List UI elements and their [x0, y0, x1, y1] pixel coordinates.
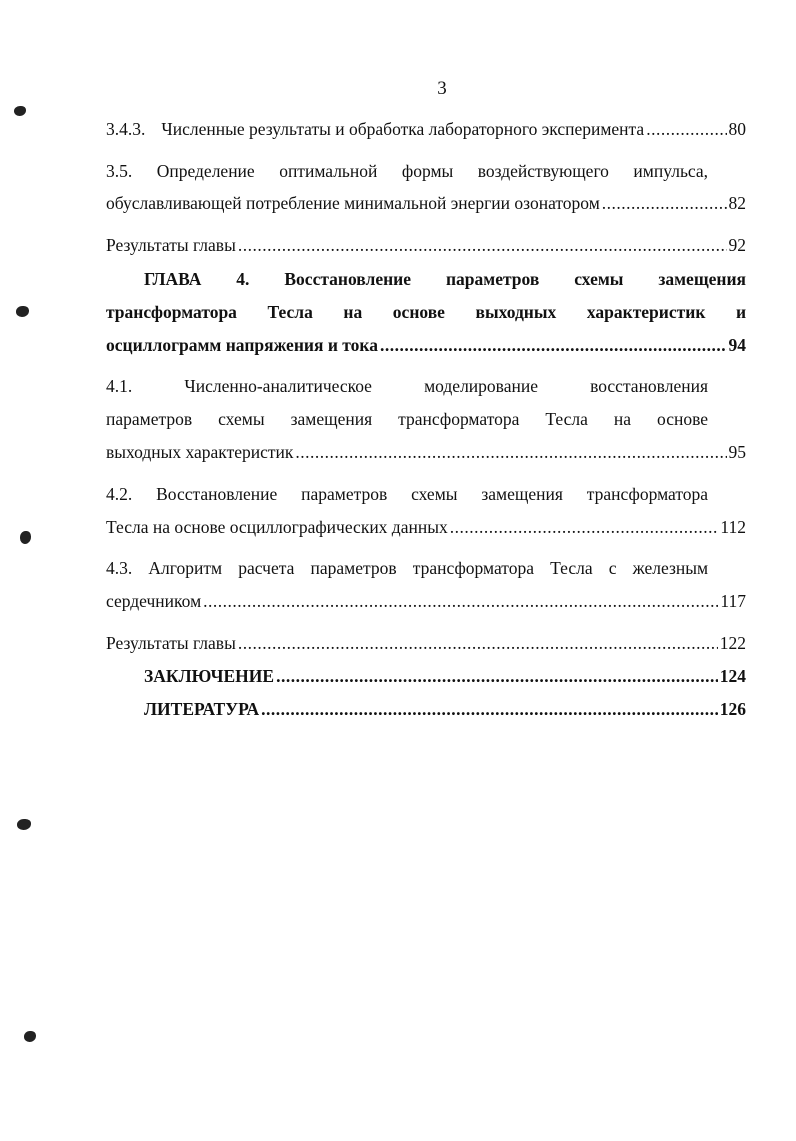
toc-entry-4-1-line3[interactable]: [106, 439, 746, 465]
dot-leader: [295, 439, 726, 465]
toc-entry-4-1-line1[interactable]: [106, 373, 708, 399]
entry-word: трансформатора: [398, 409, 520, 429]
entry-word: с: [608, 558, 617, 578]
dot-leader: [380, 332, 727, 358]
entry-word: на: [343, 302, 363, 322]
entry-word: импульса,: [633, 161, 709, 181]
toc-entry-conclusion[interactable]: [144, 663, 746, 689]
scan-speck: [14, 106, 26, 116]
entry-title: Результаты главы: [106, 235, 236, 255]
entry-number: 3.4.3.: [106, 119, 146, 139]
entry-page: 92: [728, 235, 746, 255]
entry-word: замещения: [290, 409, 373, 429]
chapter-label: ГЛАВА 4.: [144, 269, 250, 289]
toc-entry-4-3-line1[interactable]: [106, 555, 708, 581]
entry-title: Результаты главы: [106, 633, 236, 653]
entry-title: обуславливающей потребление минимальной энергии озонатором: [106, 193, 600, 213]
entry-word: восстановления: [590, 376, 708, 396]
entry-title: Тесла на основе осциллографических данных: [106, 517, 448, 537]
entry-title: Численные результаты и обработка лабораторного эксперимента: [161, 119, 645, 139]
entry-word: схемы: [411, 484, 458, 504]
entry-page: 95: [728, 442, 746, 462]
dot-leader: [602, 190, 727, 216]
entry-word: параметров: [445, 269, 540, 289]
entry-word: Восстановление: [156, 484, 278, 504]
toc-entry-chapter4-results[interactable]: [106, 630, 746, 656]
entry-word: трансформатора: [106, 302, 237, 322]
entry-number: 4.2.: [106, 484, 133, 504]
entry-word: основе: [657, 409, 709, 429]
entry-word: Тесла: [545, 409, 588, 429]
toc-chapter4-line1[interactable]: [144, 266, 746, 292]
entry-word: параметров: [301, 484, 388, 504]
toc-entry-chapter3-results[interactable]: [106, 232, 746, 258]
scan-speck: [20, 531, 31, 544]
entry-title: осциллограмм напряжения и тока: [106, 335, 378, 355]
scan-speck: [16, 306, 29, 317]
entry-word: Тесла: [550, 558, 593, 578]
scan-speck: [17, 819, 31, 830]
entry-word: Алгоритм: [148, 558, 223, 578]
entry-word: замещения: [481, 484, 563, 504]
entry-title: выходных характеристик: [106, 442, 294, 462]
toc-chapter4-line2[interactable]: [106, 299, 746, 325]
entry-word: параметров: [310, 558, 397, 578]
entry-word: выходных: [475, 302, 557, 322]
dot-leader: [203, 588, 718, 614]
toc-entry-4-2-line1[interactable]: [106, 481, 708, 507]
toc-entry-4-2-line2[interactable]: [106, 514, 746, 540]
entry-word: Тесла: [267, 302, 313, 322]
toc-entry-4-1-line2[interactable]: [106, 406, 708, 432]
entry-page: 122: [719, 633, 746, 653]
entry-page: 94: [728, 335, 746, 355]
toc-entry-3-5-line1[interactable]: [106, 158, 708, 184]
dot-leader: [646, 116, 726, 142]
entry-word: трансформатора: [412, 558, 534, 578]
entry-number: 3.5.: [106, 161, 133, 181]
dot-leader: [276, 663, 718, 689]
entry-word: трансформатора: [586, 484, 709, 504]
entry-page: 117: [720, 591, 746, 611]
toc-entry-3-5-line2[interactable]: [106, 190, 746, 216]
entry-page: 112: [720, 517, 746, 537]
toc-entry-4-3-line2[interactable]: [106, 588, 746, 614]
entry-word: воздействующего: [477, 161, 609, 181]
dot-leader: [238, 232, 727, 258]
entry-title: сердечником: [106, 591, 202, 611]
entry-word: на: [613, 409, 632, 429]
entry-page: 80: [728, 119, 746, 139]
entry-word: моделирование: [424, 376, 538, 396]
page-number: 3: [437, 78, 447, 99]
toc-chapter4-line3[interactable]: [106, 332, 746, 358]
entry-word: замещения: [658, 269, 747, 289]
scan-speck: [24, 1031, 36, 1042]
entry-title: ЗАКЛЮЧЕНИЕ: [144, 666, 275, 686]
entry-number: 4.3.: [106, 558, 133, 578]
dot-leader: [238, 630, 718, 656]
entry-word: Численно-аналитическое: [184, 376, 372, 396]
entry-word: оптимальной: [279, 161, 378, 181]
entry-page: 82: [728, 193, 746, 213]
entry-word: схемы: [218, 409, 265, 429]
entry-word: Восстановление: [284, 269, 412, 289]
entry-word: формы: [401, 161, 454, 181]
dot-leader: [450, 514, 719, 540]
entry-title: ЛИТЕРАТУРА: [144, 699, 260, 719]
dot-leader: [261, 696, 718, 722]
entry-word: расчета: [238, 558, 295, 578]
toc-entry-literature[interactable]: [144, 696, 746, 722]
entry-word: характеристик: [586, 302, 706, 322]
entry-word: основе: [392, 302, 445, 322]
entry-word: параметров: [106, 409, 193, 429]
entry-page: 124: [719, 666, 746, 686]
entry-page: 126: [719, 699, 746, 719]
entry-word: схемы: [574, 269, 624, 289]
entry-word: Определение: [156, 161, 255, 181]
entry-number: 4.1.: [106, 376, 133, 396]
entry-word: железным: [632, 558, 709, 578]
toc-entry-3-4-3[interactable]: [106, 116, 746, 142]
entry-word: и: [735, 302, 747, 322]
